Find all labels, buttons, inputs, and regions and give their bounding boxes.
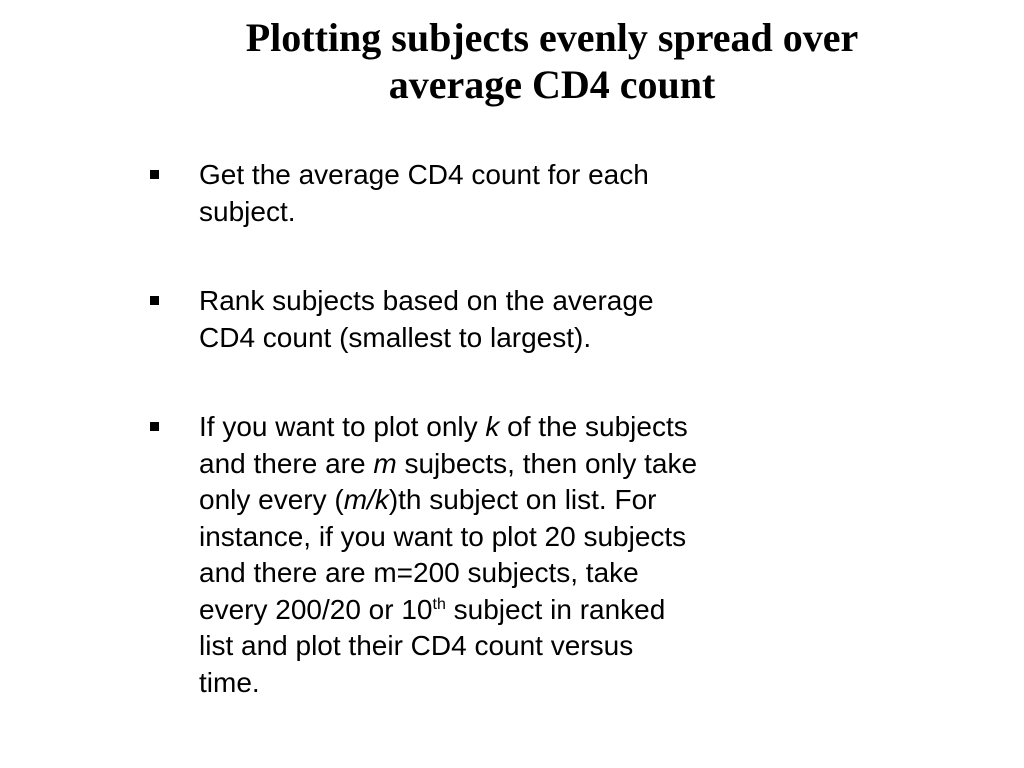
square-bullet-icon [150,296,159,305]
bullet-text-line: time. [199,666,260,698]
bullet-text-line: CD4 count (smallest to largest). [199,321,592,353]
bullet-text-line: Get the average CD4 count for each [199,159,649,190]
bullet-text-line: and there are m=200 subjects, take [199,557,639,588]
bullet-item-average [150,157,830,230]
bullet-text-line [199,482,830,519]
bullet-item-plot-k [150,409,830,701]
text-fragment: subject in ranked [445,593,666,625]
bullet-text-line: Rank subjects based on the average [199,285,654,316]
bullet-text-line: subject. [199,195,296,227]
bullet-text-line [199,592,830,629]
square-bullet-icon [150,170,159,179]
bullet-list [150,157,830,701]
slide-title [150,14,954,108]
slide-title-line-1: Plotting subjects evenly spread over [245,15,859,60]
text-fragment: only every ( [199,484,344,515]
bullet-text-line [199,446,830,483]
ordinal-superscript: th [432,595,446,613]
variable-m-over-k: m/k [343,484,389,515]
bullet-text-line: list and plot their CD4 count versus [199,630,634,661]
slide-title-line-2: average CD4 count [388,62,716,107]
text-fragment: and there are [199,447,374,479]
bullet-text-line [199,409,830,446]
text-fragment: of the subjects [499,411,688,442]
text-fragment: sujbects, then only take [396,447,698,479]
text-fragment: If you want to plot only [199,411,486,442]
variable-k: k [485,411,500,442]
variable-m: m [373,447,397,479]
bullet-item-rank [150,283,830,356]
bullet-text-line: instance, if you want to plot 20 subjects [199,520,687,552]
square-bullet-icon [150,422,159,431]
text-fragment: every 200/20 or 10 [199,593,433,625]
text-fragment: )th subject on list. For [388,484,657,515]
